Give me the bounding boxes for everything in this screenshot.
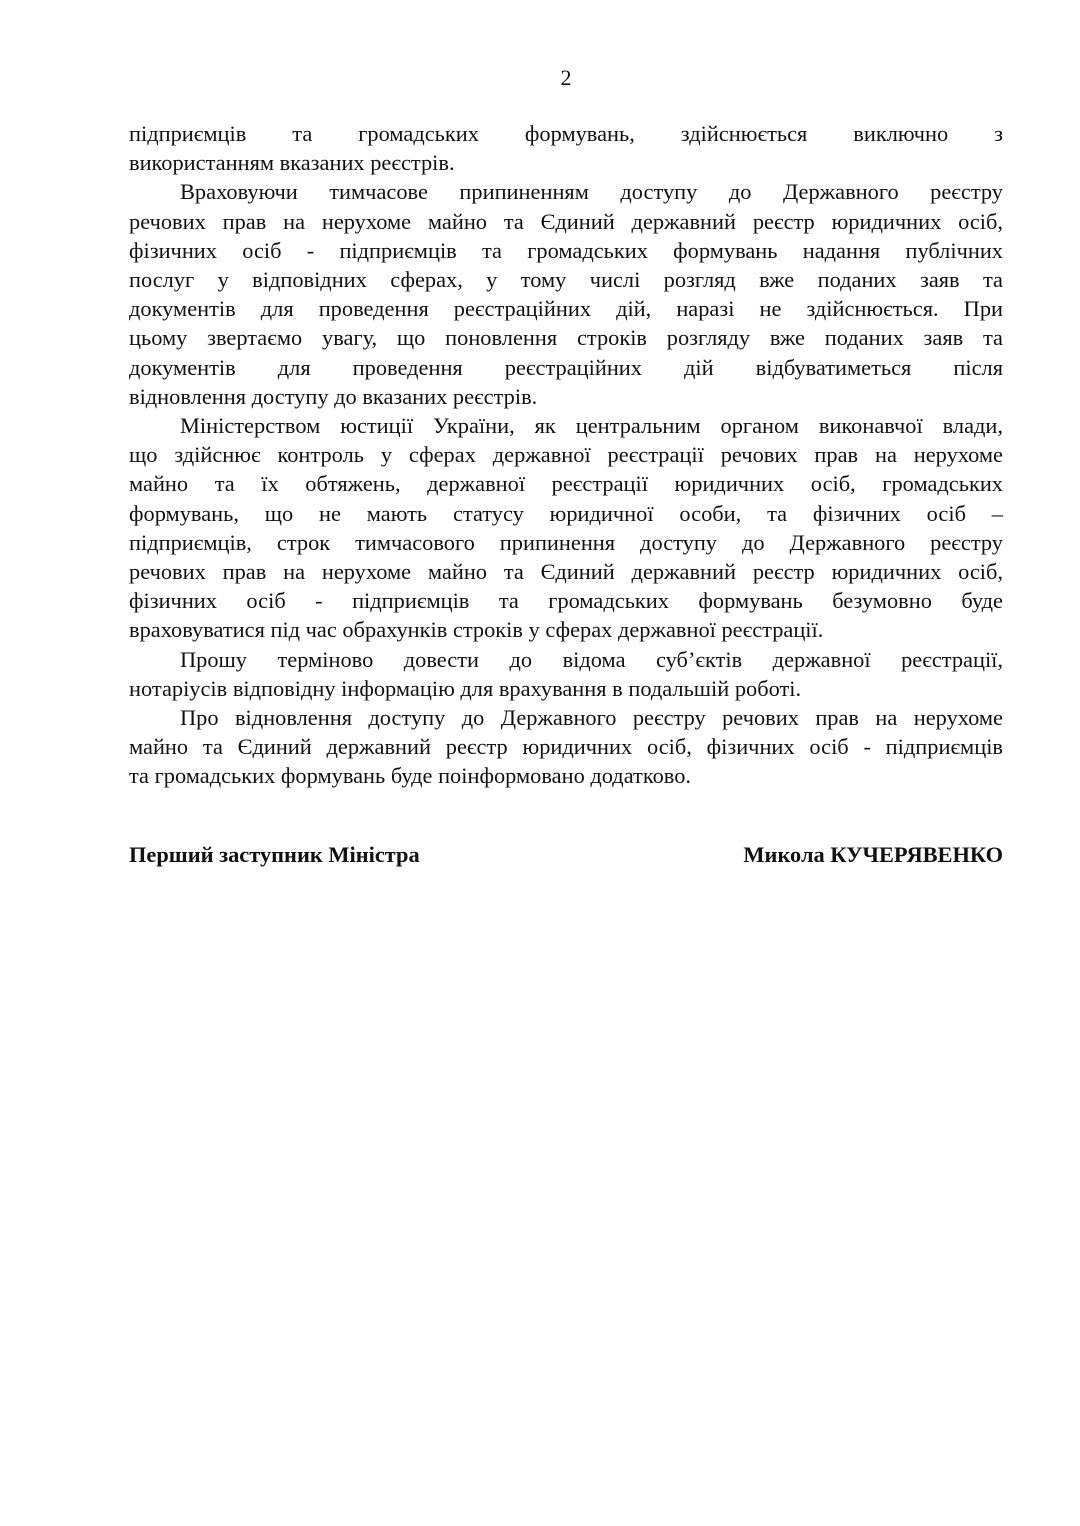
paragraph-access-suspension	[129, 177, 1003, 411]
text-line: використанням вказаних реєстрів.	[129, 150, 455, 176]
text-line: цьому звертаємо увагу, що поновлення строків розгляду вже поданих заяв та	[129, 325, 1003, 351]
paragraph-notify-request	[129, 645, 1003, 703]
text-line: формувань, що не мають статусу юридичної особи, та фізичних осіб –	[129, 500, 1003, 526]
text-line: відновлення доступу до вказаних реєстрів.	[129, 383, 538, 409]
text-line: Прошу терміново довести до відома суб’єктів державної реєстрації,	[180, 646, 1003, 672]
text-line: враховуватися під час обрахунків строків у сферах державної реєстрації.	[129, 617, 824, 643]
signature-block	[129, 840, 1003, 870]
text-line: підприємців, строк тимчасового припинення доступу до Державного реєстру	[129, 529, 1003, 555]
text-line: послуг у відповідних сферах, у тому числі розгляд вже поданих заяв та	[129, 267, 1003, 293]
signatory-name: Микола КУЧЕРЯВЕНКО	[743, 842, 1003, 867]
text-line: майно та Єдиний державний реєстр юридичних осіб, фізичних осіб - підприємців	[129, 734, 1003, 760]
text-line: підприємців та громадських формувань, здійснюється виключно з	[129, 121, 1003, 146]
text-line: Міністерством юстиції України, як центральним органом виконавчої влади,	[180, 413, 1003, 439]
text-line: речових прав на нерухоме майно та Єдиний державний реєстр юридичних осіб,	[129, 559, 1003, 585]
paragraph-continuation	[129, 119, 1003, 177]
signatory-position: Перший заступник Міністра	[129, 842, 420, 867]
letter-body	[129, 119, 1003, 791]
paragraph-restoration-notice	[129, 703, 1003, 791]
text-line: документів для проведення реєстраційних дій, наразі не здійснюється. При	[129, 296, 1003, 322]
page-number: 2	[560, 65, 572, 90]
text-line: фізичних осіб - підприємців та громадських формувань безумовно буде	[129, 588, 1003, 614]
text-line: речових прав на нерухоме майно та Єдиний державний реєстр юридичних осіб,	[129, 208, 1003, 234]
text-line: нотаріусів відповідну інформацію для врахування в подальшій роботі.	[129, 675, 802, 701]
text-line: документів для проведення реєстраційних дій відбуватиметься після	[129, 354, 1003, 380]
text-line: Враховуючи тимчасове припиненням доступу до Державного реєстру	[180, 179, 1003, 205]
text-line: що здійснює контроль у сферах державної реєстрації речових прав на нерухоме	[129, 442, 1003, 468]
text-line: фізичних осіб - підприємців та громадських формувань надання публічних	[129, 237, 1003, 263]
text-line: Про відновлення доступу до Державного реєстру речових прав на нерухоме	[180, 705, 1003, 731]
paragraph-ministry-control	[129, 411, 1003, 645]
text-line: майно та їх обтяжень, державної реєстрації юридичних осіб, громадських	[129, 471, 1003, 497]
text-line: та громадських формувань буде поінформовано додатково.	[129, 763, 691, 789]
